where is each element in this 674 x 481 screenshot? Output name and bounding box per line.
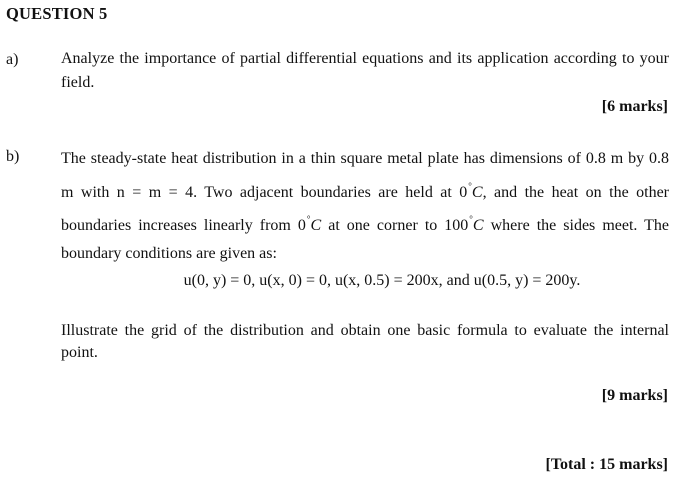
part-b-text-4: where the sides meet. The boundary conditions are given as: bbox=[61, 217, 670, 262]
degree-symbol-2: ° bbox=[306, 214, 311, 224]
temperature-1: 0°C bbox=[459, 180, 483, 201]
temperature-2: 0°C bbox=[297, 214, 322, 234]
part-b-text-1: The steady-state heat distribution in a thin square metal plate has dimensions of 0.8 m by 0.8 m with n = m = 4. Two adjacent boundaries are held at bbox=[61, 150, 669, 201]
part-b-text-5: Illustrate the grid of the distribution and obtain one basic formula to evaluate the internal point. bbox=[61, 322, 669, 361]
part-b-marks: [9 marks] bbox=[601, 387, 668, 404]
part-b-text-3: at one corner to bbox=[321, 217, 445, 234]
part-b-text-2: , and the heat on the other boundaries increases linearly from bbox=[61, 183, 670, 234]
part-a-text: Analyze the importance of partial differential equations and its application according to your field. bbox=[61, 50, 669, 91]
degree-symbol-1: ° bbox=[468, 180, 472, 191]
part-a-marks: [6 marks] bbox=[601, 98, 668, 115]
part-b-text bbox=[61, 145, 669, 267]
part-b-label: b) bbox=[6, 148, 20, 165]
total-marks: [Total : 15 marks] bbox=[545, 456, 668, 473]
boundary-conditions-equation: u(0, y) = 0, u(x, 0) = 0, u(x, 0.5) = 200x, and u(0.5, y) = 200y. bbox=[183, 272, 581, 289]
part-a-label: a) bbox=[6, 51, 19, 68]
question-title: QUESTION 5 bbox=[6, 4, 108, 23]
temperature-3: 100°C bbox=[444, 214, 484, 234]
degree-symbol-3: ° bbox=[469, 214, 473, 224]
